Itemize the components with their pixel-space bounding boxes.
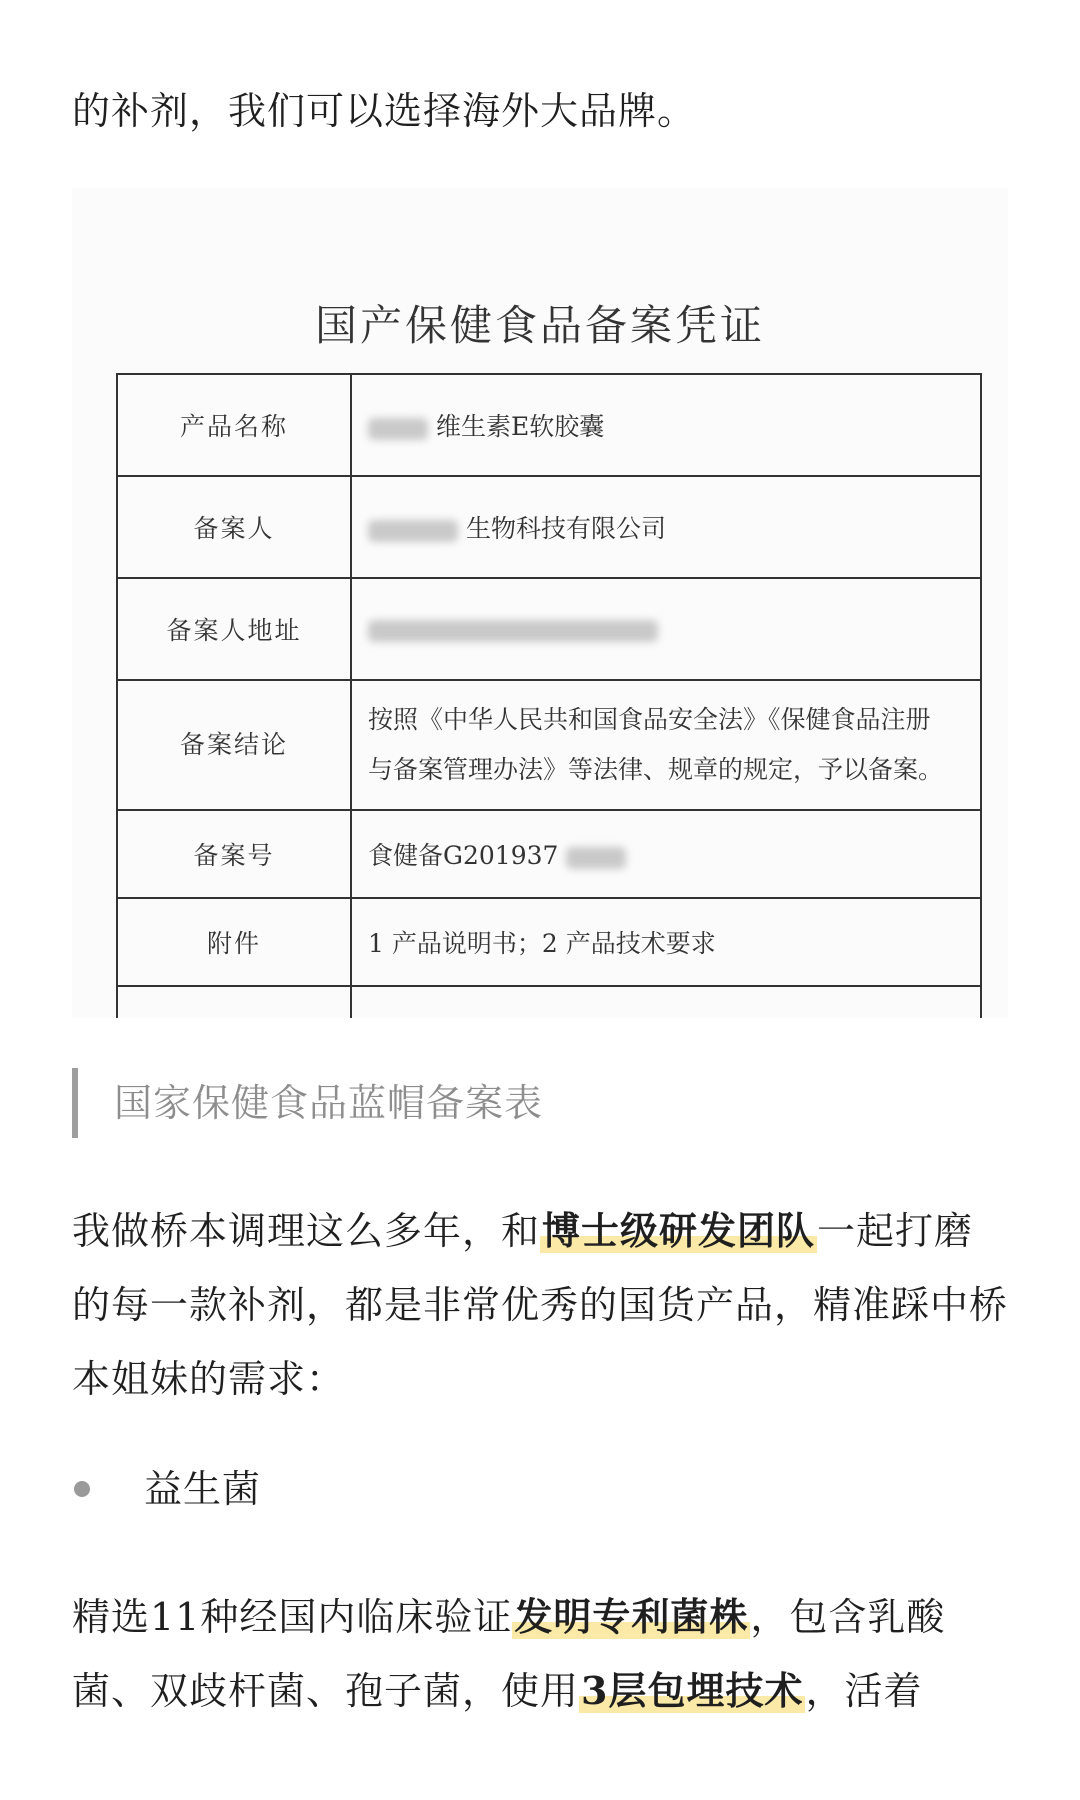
- bullet-dot-icon: [74, 1481, 90, 1497]
- intro-line: 的补剂，我们可以选择海外大品牌。: [72, 89, 697, 133]
- paragraph-2-mid: ，包含乳酸菌、双歧杆菌、孢子菌，使用: [72, 1595, 946, 1713]
- paragraph-1: [72, 1194, 1008, 1416]
- highlight-patent-strains: 发明专利菌株: [514, 1594, 749, 1639]
- row-label: 备案人地址: [117, 578, 351, 680]
- row-label: 备案结论: [117, 680, 351, 810]
- certificate-title: 国产保健食品备案凭证: [314, 301, 765, 350]
- table-row: [117, 374, 981, 476]
- certificate-table: [116, 373, 982, 1018]
- filing-number-value: 食健备G201937: [368, 841, 559, 870]
- row-value: [351, 578, 981, 680]
- product-name-value: 维生素E软胶囊: [435, 412, 605, 441]
- filer-value: 生物科技有限公司: [465, 514, 666, 543]
- row-value: [351, 476, 981, 578]
- row-value: 1 产品说明书；2 产品技术要求: [351, 898, 981, 986]
- bullet-label: 益生菌: [144, 1467, 262, 1511]
- paragraph-1-post: 一起打磨的每一款补剂，都是非常优秀的国货产品，精准踩中桥本姐妹的需求：: [72, 1209, 1009, 1401]
- paragraph-2: [72, 1580, 1008, 1728]
- paragraph-1-pre: 我做桥本调理这么多年，和: [72, 1209, 541, 1253]
- certificate-image: [72, 188, 1008, 1018]
- row-label: 产品名称: [117, 374, 351, 476]
- conclusion-line-2: 与备案管理办法》等法律、规章的规定，予以备案。: [368, 755, 944, 784]
- table-row: [117, 578, 981, 680]
- redaction-blur: [566, 847, 626, 869]
- row-label: 备案号: [117, 810, 351, 898]
- row-label: 附件: [117, 898, 351, 986]
- redaction-blur: [368, 520, 458, 542]
- row-value: [351, 810, 981, 898]
- paragraph-2-post: ，活着: [805, 1669, 923, 1713]
- table-row: [117, 898, 981, 986]
- table-row: [117, 986, 981, 1018]
- row-value: [351, 374, 981, 476]
- highlight-encapsulation: 3层包埋技术: [581, 1668, 804, 1713]
- redaction-blur: [368, 620, 658, 642]
- row-value: [351, 680, 981, 810]
- row-label: 备案人: [117, 476, 351, 578]
- table-row: [117, 680, 981, 810]
- redaction-blur: [368, 418, 428, 440]
- highlight-phd-team: 博士级研发团队: [542, 1208, 816, 1253]
- intro-text: [72, 74, 1008, 148]
- table-row: [117, 810, 981, 898]
- table-row: [117, 476, 981, 578]
- paragraph-2-pre: 精选11种经国内临床验证: [72, 1595, 513, 1639]
- conclusion-line-1: 按照《中华人民共和国食品安全法》《保健食品注册: [368, 705, 931, 734]
- image-caption: 国家保健食品蓝帽备案表: [72, 1068, 543, 1138]
